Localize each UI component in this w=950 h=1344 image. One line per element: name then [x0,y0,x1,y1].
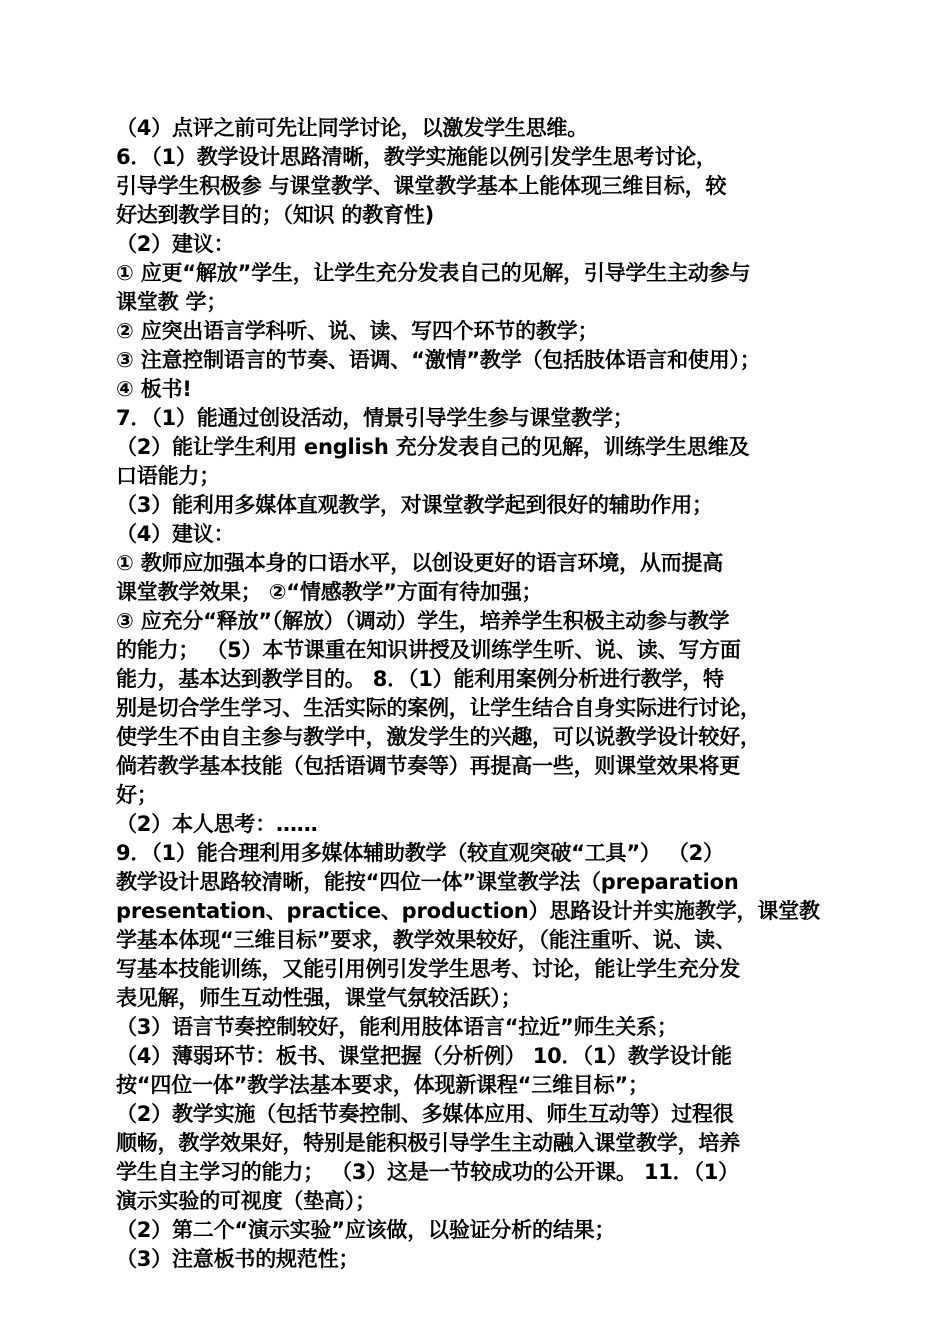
text-line: 写基本技能训练，又能引用例引发学生思考、讨论，能让学生充分发 [116,957,740,981]
text-line: ③ 注意控制语言的节奏、语调、“激情”教学（包括肢体语言和使用）； [116,348,761,372]
text-line: （2）教学实施（包括节奏控制、多媒体应用、师生互动等）过程很 [116,1102,734,1126]
text-line: 倘若教学基本技能（包括语调节奏等）再提高一些，则课堂效果将更 [116,754,740,778]
text-line: （3）语言节奏控制较好，能利用肢体语言“拉近”师生关系； [116,1015,678,1039]
text-line: ① 教师应加强本身的口语水平，以创设更好的语言环境，从而提高 [116,551,724,575]
text-line: 6．（1）教学设计思路清晰，教学实施能以例引发学生思考讨论， [116,145,717,169]
text-line: 学基本体现“三维目标”要求，教学效果较好，（能注重听、说、读、 [116,928,736,952]
text-line: 别是切合学生学习、生活实际的案例，让学生结合自身实际进行讨论， [116,696,761,720]
text-line: （3）能利用多媒体直观教学，对课堂教学起到很好的辅助作用； [116,493,713,517]
text-line: 顺畅，教学效果好，特别是能积极引导学生主动融入课堂教学，培养 [116,1131,740,1155]
text-line: 课堂教学效果； ②“情感教学”方面有待加强； [116,580,543,604]
text-line: 7．（1）能通过创设活动，情景引导学生参与课堂教学； [116,406,634,430]
text-line: （4）点评之前可先让同学讨论，以激发学生思维。 [116,116,589,140]
text-line: 口语能力； [116,464,220,488]
text-line: 教学设计思路较清晰，能按“四位一体”课堂教学法（preparation [116,870,739,894]
text-line: 学生自主学习的能力； （3）这是一节较成功的公开课。 11．（1） [116,1160,739,1184]
text-line: （3）注意板书的规范性； [116,1247,360,1271]
text-line: ③ 应充分“释放”（解放）（调动）学生，培养学生积极主动参与教学 [116,609,730,633]
text-line: （2）本人思考：…… [116,812,318,836]
text-line: presentation、practice、production）思路设计并实施教学，课堂教 [116,899,820,923]
text-line: ① 应更“解放”学生，让学生充分发表自己的见解，引导学生主动参与 [116,261,751,285]
text-line: 演示实验的可视度（垫高）； [116,1189,376,1213]
text-line: （4）建议： [116,522,235,546]
text-line: 按“四位一体”教学法基本要求，体现新课程“三维目标”； [116,1073,649,1097]
text-line: 课堂教 学； [116,290,228,314]
text-line: 好； [116,783,158,807]
text-line: 好达到教学目的；（知识 的教育性) [116,203,435,227]
text-line: ② 应突出语言学科听、说、读、写四个环节的教学； [116,319,599,343]
text-line: （2）能让学生利用 english 充分发表自己的见解，训练学生思维及 [116,435,750,459]
text-line: 使学生不由自主参与教学中，激发学生的兴趣，可以说教学设计较好， [116,725,761,749]
text-line: 引导学生积极参 与课堂教学、课堂教学基本上能体现三维目标，较 [116,174,727,198]
text-line: 表见解，师生互动性强，课堂气氛较活跃）； [116,986,522,1010]
text-line: 能力，基本达到教学目的。 8．（1）能利用案例分析进行教学，特 [116,667,724,691]
document-body [116,114,846,1274]
text-line: ④ 板书! [116,377,192,401]
text-line: （2）建议： [116,232,235,256]
text-line: 9．（1）能合理利用多媒体辅助教学（较直观突破“工具”） （2） [116,841,724,865]
text-line: （4）薄弱环节：板书、课堂把握（分析例） 10．（1）教学设计能 [116,1044,732,1068]
text-line: （2）第二个“演示实验”应该做，以验证分析的结果； [116,1218,616,1242]
text-line: 的能力； （5）本节课重在知识讲授及训练学生听、说、读、写方面 [116,638,741,662]
